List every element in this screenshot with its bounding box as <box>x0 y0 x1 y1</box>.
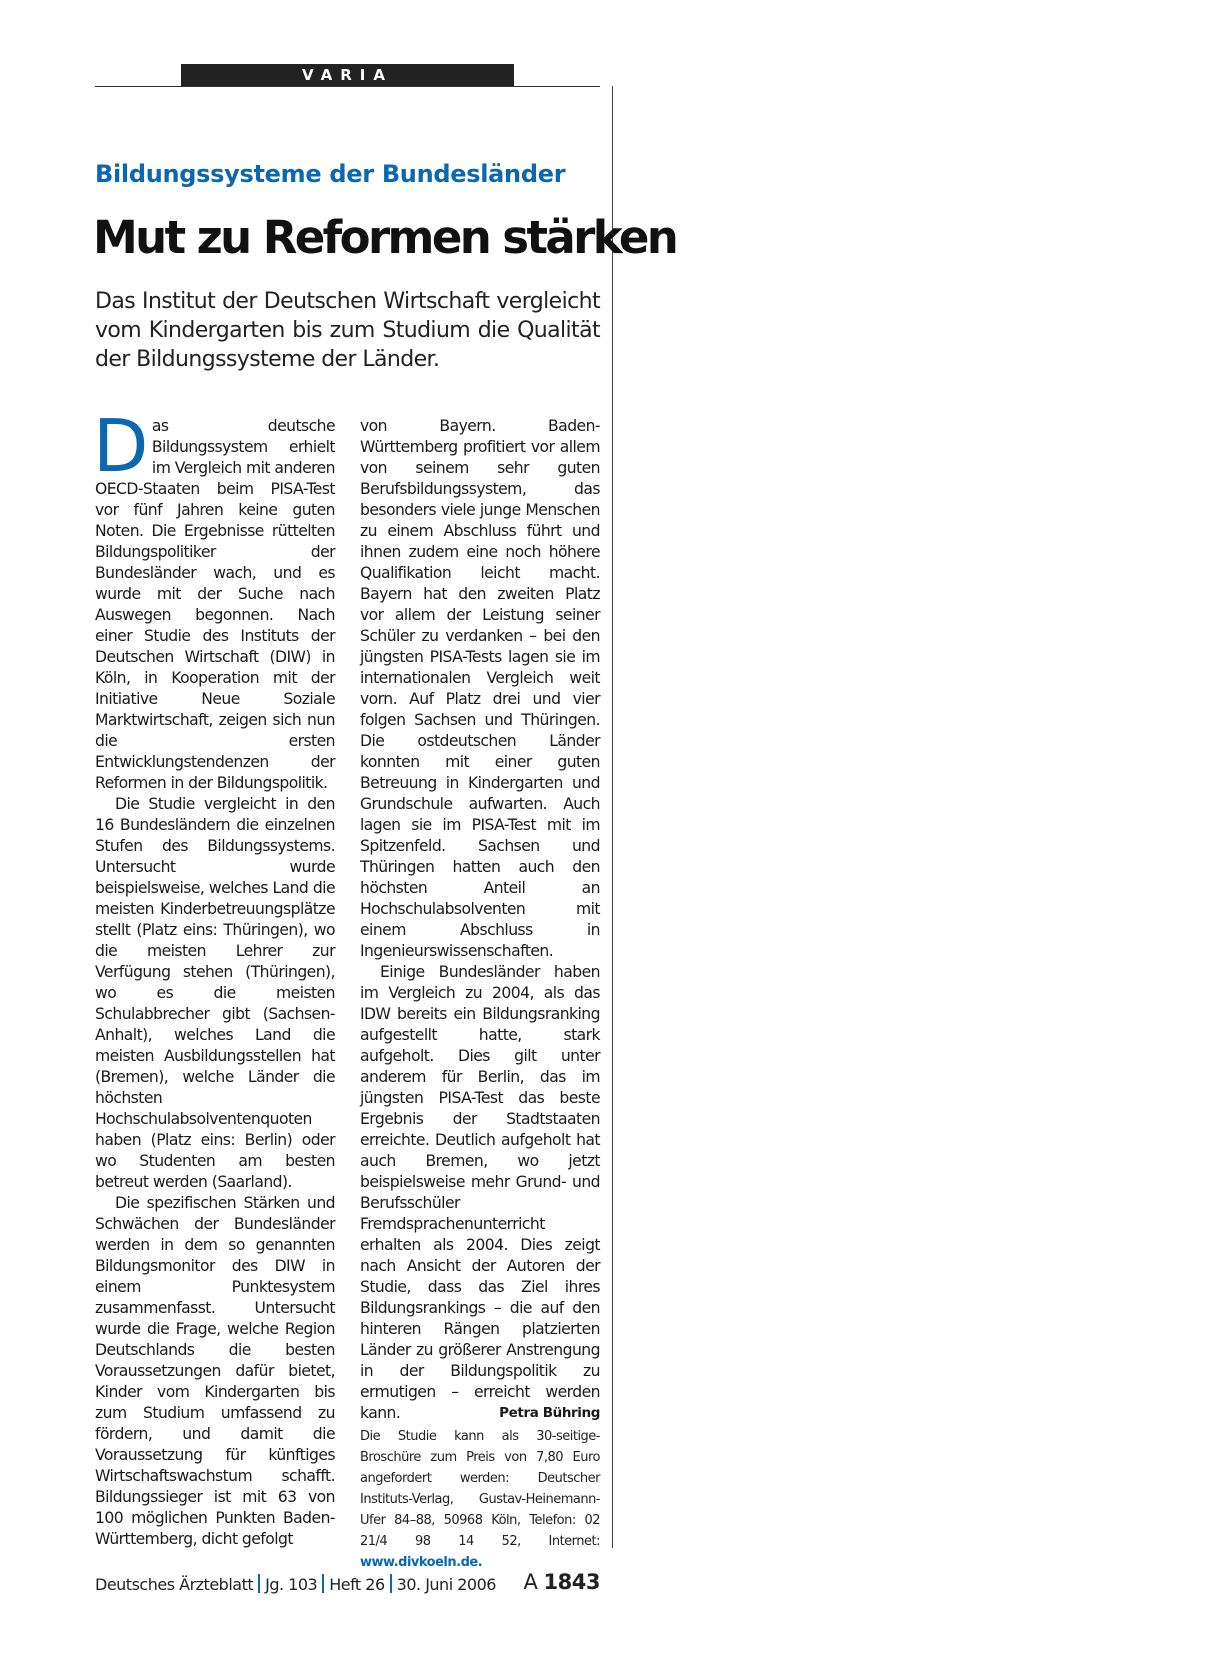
paragraph-2: Die Studie vergleicht in den 16 Bundesländern die einzelnen Stufen des Bildungssystems. Untersucht wurde beispielsweise, welches Land die meisten Kinderbetreuungsplätze stellt (Platz eins: Thüringen), wo die meisten Lehrer zur Verfügung stehen (Thüringen), wo es die meisten Schulabbrecher gibt (Sachsen-Anhalt), welches Land die meisten Ausbildungsstellen hat (Bremen), welche Länder die höchsten Hochschulabsolventenquoten haben (Platz eins: Berlin) oder wo Studenten am besten betreut werden (Saarland). <box>95 795 335 1191</box>
footer-separator <box>322 1574 324 1593</box>
footer-separator <box>390 1574 392 1593</box>
paragraph-3: Die spezifischen Stärken und Schwächen der Bundesländer werden in dem so genannten Bildungsmonitor des DIW in einem Punktesystem zusammenfasst. Untersucht wurde die Frage, welche Region Deutschlands die besten Voraussetzungen dafür bietet, Kinder vom Kindergarten bis zum Studium umfassend zu fördern, und damit die Voraussetzung für künftiges Wirtschaftswachstum schafft. Bildungssieger ist mit 63 von 100 möglichen Punkten Baden-Württemberg, dicht gefolgt <box>95 1194 335 1548</box>
info-note <box>360 1426 600 1573</box>
paragraph-3-continued: von Bayern. Baden-Württemberg profitiert vor allem von seinem sehr guten Berufsbildungssystem, das besonders viele junge Menschen zu einem Abschluss führt und ihnen zudem eine noch höhere Qualifikation leicht macht. Bayern hat den zweiten Platz vor allem der Leistung seiner Schüler zu verdanken – bei den jüngsten PISA-Tests lagen sie im internationalen Vergleich weit vorn. Auf Platz drei und vier folgen Sachsen und Thüringen. Die ostdeutschen Länder konnten mit einer guten Betreuung in Kindergarten und Grundschule aufwarten. Auch lagen sie im PISA-Test mit im Spitzenfeld. Sachsen und Thüringen hatten auch den höchsten Anteil an Hochschulabsolventen mit einem Abschluss in Ingenieurswissenschaften. <box>360 417 600 960</box>
info-note-text: Die Studie kann als 30-seitige-Broschüre zum Preis von 7,80 Euro angefordert werden: Deutscher Instituts-Verlag, Gustav-Heinemann-Ufer 84–88, 50968 Köln, Telefon: 02 21/4 98 14 52, Internet: <box>360 1429 600 1549</box>
column-rule <box>612 86 613 1548</box>
issue-date: 30. Juni 2006 <box>396 1575 496 1594</box>
volume: Jg. 103 <box>265 1575 318 1594</box>
paragraph-4-text: Einige Bundesländer haben im Vergleich zu 2004, als das IDW bereits ein Bildungsranking aufgestellt hatte, stark aufgeholt. Dies gilt unter anderem für Berlin, das im jüngsten PISA-Test das beste Ergebnis der Stadtstaaten erreichte. Deutlich aufgeholt hat auch Bremen, wo jetzt beispielsweise mehr Grund- und Berufsschüler Fremdsprachenunterricht erhalten als 2004. Dies zeigt nach Ansicht der Autoren der Studie, dass das Ziel ihres Bildungsrankings – die auf den hinteren Rängen platzierten Länder zu größerer Anstrengung in der Bildungspolitik zu ermutigen – erreicht werden kann. <box>360 963 600 1422</box>
issue: Heft 26 <box>329 1575 385 1594</box>
drop-cap: D <box>93 404 148 488</box>
paragraph-4 <box>360 962 600 1424</box>
page-number-value: 1843 <box>543 1570 600 1594</box>
headline: Mut zu Reformen stärken <box>93 211 677 264</box>
top-rule <box>95 86 600 87</box>
footer-separator <box>258 1574 260 1593</box>
website-link[interactable]: www.divkoeln.de. <box>360 1555 483 1570</box>
page-prefix: A <box>523 1570 538 1594</box>
author-name: Petra Bühring <box>499 1405 600 1421</box>
lead-paragraph: Das Institut der Deutschen Wirtschaft vergleicht vom Kindergarten bis zum Studium die Qualität der Bildungssysteme der Länder. <box>95 289 600 372</box>
section-label: VARIA <box>181 64 514 87</box>
article-column-1 <box>93 404 336 1550</box>
paragraph-1-text: as deutsche Bildungssystem erhielt im Vergleich mit anderen OECD-Staaten beim PISA-Test vor fünf Jahren keine guten Noten. Die Ergebnisse rüttelten Bildungspolitiker der Bundesländer wach, und es wurde mit der Suche nach Auswegen begonnen. Nach einer Studie des Instituts der Deutschen Wirtschaft (DIW) in Köln, in Kooperation mit der Initiative Neue Soziale Marktwirtschaft, zeigen sich nun die ersten Entwicklungstendenzen der Reformen in der Bildungspolitik. <box>95 417 336 792</box>
page-number <box>523 1570 600 1594</box>
page-footer <box>95 1570 600 1598</box>
journal-name: Deutsches Ärzteblatt <box>95 1575 254 1594</box>
kicker: Bildungssysteme der Bundesländer <box>95 160 566 188</box>
paragraph-1 <box>93 404 336 794</box>
article-column-2 <box>360 416 600 1424</box>
